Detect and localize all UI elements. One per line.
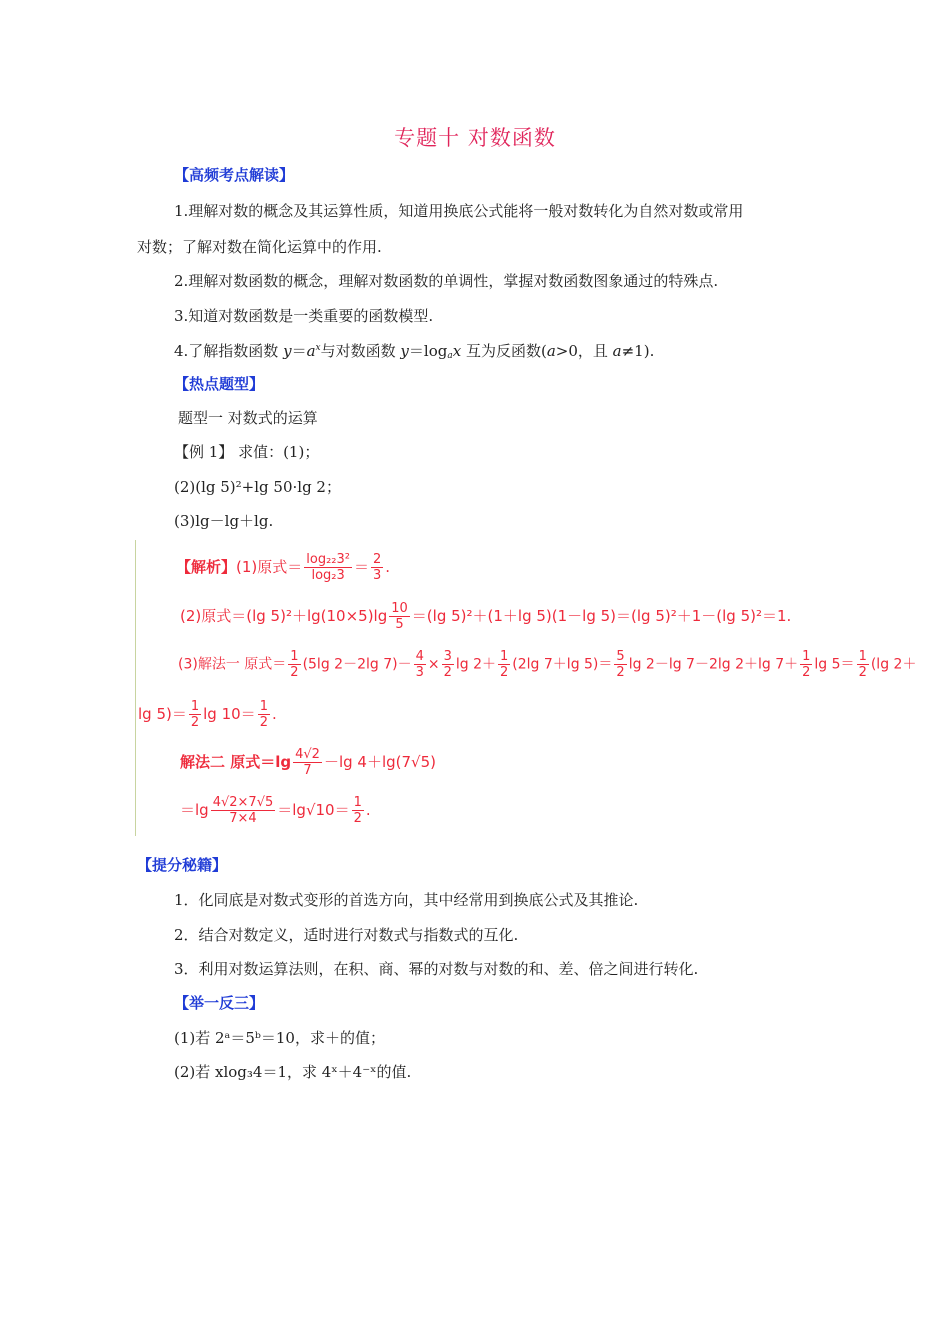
solution-bar [135, 540, 136, 836]
section-tips: 【提分秘籍】 [137, 856, 228, 874]
solution-method-2b: ＝lg $\frac{4√2\times 7√5}{7\times 4}$ ＝lg√10＝ $\frac{1}{2}$ . [180, 795, 371, 826]
solution-line-2: (2)原式＝(lg 5)²＋lg(10×5)lg $\frac{10}{5}$ ＝(lg 5)²＋(1＋lg 5)(1－lg 5)＝(lg 5)²＋1－(lg 5)²＝1. [180, 601, 792, 632]
question-3: (3)lg－lg＋lg. [174, 512, 274, 530]
point-4: 4.了解指数函数 $y=a^x$与对数函数 $y=\log_ax$ 互为反函数(a>0，且 a≠1). [174, 342, 655, 361]
page-title: 专题十 对数函数 [394, 126, 556, 150]
tip-1: 1．化同底是对数式变形的首选方向，其中经常用到换底公式及其推论. [174, 891, 639, 909]
tip-2: 2．结合对数定义，适时进行对数式与指数式的互化. [174, 926, 519, 944]
point-1a: 1.理解对数的概念及其运算性质，知道用换底公式能将一般对数转化为自然对数或常用 [174, 202, 744, 220]
point-3: 3.知道对数函数是一类重要的函数模型. [174, 307, 434, 325]
solution-method-2: 解法二 原式＝lg $\frac{4√2}{7}$ －lg 4＋lg(7√5) [180, 747, 436, 778]
solution-line-3b: lg 5)＝ $\frac{1}{2}$ lg 10＝ $\frac{1}{2}$ . [138, 699, 277, 730]
practice-2: (2)若 xlog₃4＝1，求 4ˣ＋4⁻ˣ的值. [174, 1063, 412, 1081]
tip-3: 3．利用对数运算法则，在积、商、幂的对数与对数的和、差、倍之间进行转化. [174, 960, 699, 978]
point-2: 2.理解对数函数的概念，理解对数函数的单调性，掌握对数函数图象通过的特殊点. [174, 272, 719, 290]
solution-line-1: 【解析】(1)原式＝ $\frac{\text{log₂₂3²}}{\text{log₂3}}$ ＝ $\frac{2}{3}$ . [176, 552, 391, 583]
section-hot-types: 【热点题型】 [174, 375, 265, 393]
practice-1: (1)若 2ᵃ＝5ᵇ＝10，求＋的值； [174, 1029, 385, 1047]
point-1b: 对数；了解对数在简化运算中的作用. [137, 238, 382, 256]
question-2: (2)(lg 5)²+lg 50·lg 2； [174, 478, 341, 496]
section-high-frequency: 【高频考点解读】 [174, 166, 295, 184]
example-1: 【例 1】 求值：(1)； [174, 443, 320, 461]
section-practice: 【举一反三】 [174, 994, 265, 1012]
solution-line-3: (3)解法一 原式＝ $\frac{1}{2}$ (5lg 2－2lg 7)－ $\frac{4}{3}$ × $\frac{3}{2}$ lg 2＋ $\frac{1}{2}$ (2lg 7＋lg 5)＝ $\frac{5}{2}$ lg 2－lg 7－2lg 2＋lg 7＋ $\frac{1}{2}$ lg 5＝ $\frac{1}{2}$ (lg 2＋ [178, 649, 917, 680]
type-heading: 题型一 对数式的运算 [178, 409, 318, 427]
